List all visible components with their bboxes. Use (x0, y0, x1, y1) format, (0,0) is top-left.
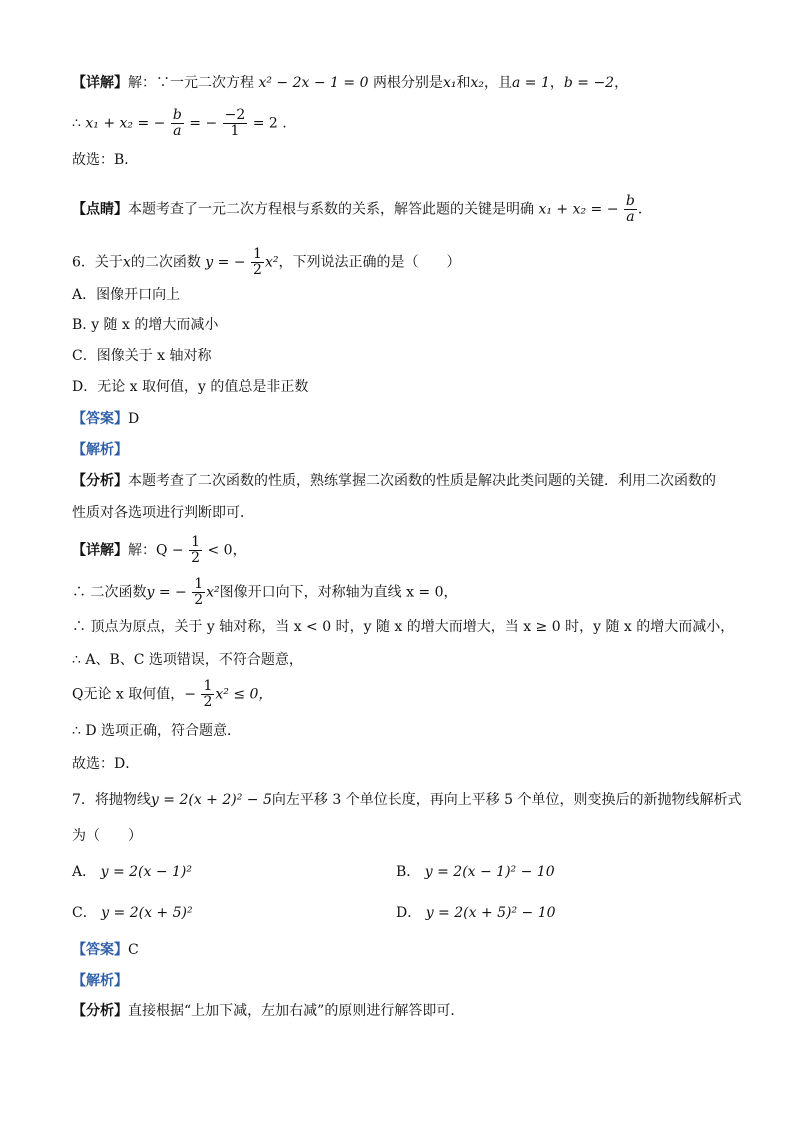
q6-detail-5 (72, 679, 272, 710)
q7-option-c (72, 903, 193, 923)
q7-analysis-tag (72, 971, 128, 991)
text: ，下列说法正确的是（ ） (278, 254, 461, 271)
q7-option-a (72, 862, 192, 882)
fenxi-tag: 【分析】 (72, 1003, 128, 1019)
q7-option-d (396, 903, 556, 923)
punct: ． (637, 201, 652, 218)
option-label: A． (72, 864, 97, 880)
option-expr: y = 2(x − 1)² − 10 (424, 864, 555, 880)
text: 两根分别是 (372, 75, 443, 91)
q6-detail-3: ∴ 顶点为原点，关于 y 轴对称，当 x < 0 时，y 随 x 的增大而增大，当 x ≥ 0 时，y 随 x 的增大而减小， (72, 619, 735, 635)
x-squared: x² (264, 254, 279, 271)
equals: = − (189, 115, 218, 132)
text: 向左平移 3 个单位长度，再向上平移 5 个单位，则变换后的新抛物线解析式 (271, 792, 742, 808)
option-label: C． (72, 905, 97, 921)
q7-option-b (396, 862, 555, 882)
sum-expr: x₁ + x₂ = − (538, 201, 619, 218)
text: 直接根据“上加下减，左加右减”的原则进行解答即可． (128, 1003, 465, 1019)
therefore-symbol: ∴ (72, 115, 81, 132)
q6-detail-2 (72, 577, 458, 608)
q6-choice: 故选：D． (72, 756, 140, 772)
q6-detail-6: ∴ D 选项正确，符合题意． (72, 723, 242, 739)
b-value: b = −2 (563, 75, 615, 91)
option-expr: y = 2(x − 1)² (100, 864, 192, 880)
detail-tag: 【详解】 (72, 542, 128, 559)
parabola-equation: y = 2(x + 2)² − 5 (150, 792, 272, 808)
point-tag: 【点睛】 (72, 201, 128, 218)
q6-fenxi-l1 (72, 471, 716, 491)
because-symbol: ∵ (156, 75, 170, 91)
answer-tag: 【答案】 (72, 411, 128, 427)
fraction-b-over-a: $\frac{b}{a}$ (625, 193, 635, 225)
text: ∴ 二次函数 (72, 584, 147, 601)
a-value: a = 1 (511, 75, 550, 91)
fraction-1-over-2: $\frac{1}{2}$ (253, 246, 262, 278)
answer-value: C (128, 942, 139, 958)
analysis-tag: 【解析】 (72, 973, 128, 989)
q5-choice: 故选：B． (72, 152, 139, 168)
fenxi-tag: 【分析】 (72, 473, 128, 489)
var-x: x (122, 254, 131, 271)
q6-option-c: C．图像关于 x 轴对称 (72, 348, 212, 364)
detail-tag: 【详解】 (72, 75, 128, 91)
jie-label: 解： (128, 542, 156, 559)
q7-fenxi (72, 1001, 464, 1021)
text: 一元二次方程 (170, 75, 254, 91)
q5-sum-line (72, 108, 287, 139)
sum-expr: x₁ + x₂ = − (85, 115, 166, 132)
q6-detail-1 (72, 535, 247, 566)
fraction-b-over-a: $\frac{b}{a}$ (172, 107, 182, 139)
fraction-1-over-2: $\frac{1}{2}$ (194, 576, 204, 608)
text: 本题考查了一元二次方程根与系数的关系，解答此题的关键是明确 (128, 201, 534, 218)
root-x2: x₂ (470, 75, 484, 91)
q7-stem-l1 (72, 790, 742, 810)
fraction-1-over-2: $\frac{1}{2}$ (203, 678, 213, 710)
x-squared: x² (206, 584, 220, 601)
text: 的二次函数 (130, 254, 201, 271)
root-x1: x₁ (442, 75, 457, 91)
q6-detail-4: ∴ A、B、C 选项错误，不符合题意， (72, 652, 303, 668)
fraction-neg2-over-1: $\frac{-2}{1}$ (224, 107, 246, 139)
q6-option-d: D．无论 x 取何值，y 的值总是非正数 (72, 379, 309, 395)
text: Q − (156, 542, 184, 559)
text: 和 (456, 75, 471, 91)
q5-detail-line: 【详解】解：∵一元二次方程 x² − 2x − 1 = 0 两根分别是x₁和x₂，且a = 1，b = −2， (72, 75, 629, 91)
text: ，且 (483, 75, 512, 91)
text: Q无论 x 取何值，− (72, 686, 197, 703)
q6-fenxi-l2: 性质对各选项进行判断即可． (72, 505, 254, 521)
text: < 0， (207, 542, 247, 559)
option-label: D． (396, 905, 422, 921)
q6-stem (72, 247, 460, 278)
q6-option-b: B. y 随 x 的增大而减小 (72, 317, 219, 333)
answer-tag: 【答案】 (72, 942, 128, 958)
text: 本题考查了二次函数的性质，熟练掌握二次函数的性质是解决此类问题的关键．利用二次函数的 (128, 473, 716, 489)
q7-answer (72, 940, 139, 960)
text: 7．将抛物线 (72, 792, 151, 808)
q5-point-line (72, 194, 652, 225)
text: 图像开口向下，对称轴为直线 x = 0， (219, 584, 458, 601)
option-expr: y = 2(x + 5)² − 10 (425, 905, 556, 921)
q6-analysis-tag (72, 440, 128, 460)
jie-label: 解： (128, 75, 156, 91)
q6-option-a: A．图像开口向上 (72, 287, 181, 303)
fraction-1-over-2: $\frac{1}{2}$ (191, 534, 201, 566)
q6-answer (72, 409, 139, 429)
text: x² ≤ 0， (215, 686, 273, 703)
y-eq: y = − (146, 584, 187, 601)
q7-stem-l2: 为（ ） (72, 828, 142, 844)
text: 6．关于 (72, 254, 123, 271)
equation: x² − 2x − 1 = 0 (258, 75, 369, 91)
analysis-tag: 【解析】 (72, 442, 128, 458)
answer-value: D (128, 411, 140, 427)
option-label: B． (396, 864, 421, 880)
y-eq: y = − (205, 254, 246, 271)
result: = 2 . (252, 115, 287, 132)
option-expr: y = 2(x + 5)² (101, 905, 193, 921)
